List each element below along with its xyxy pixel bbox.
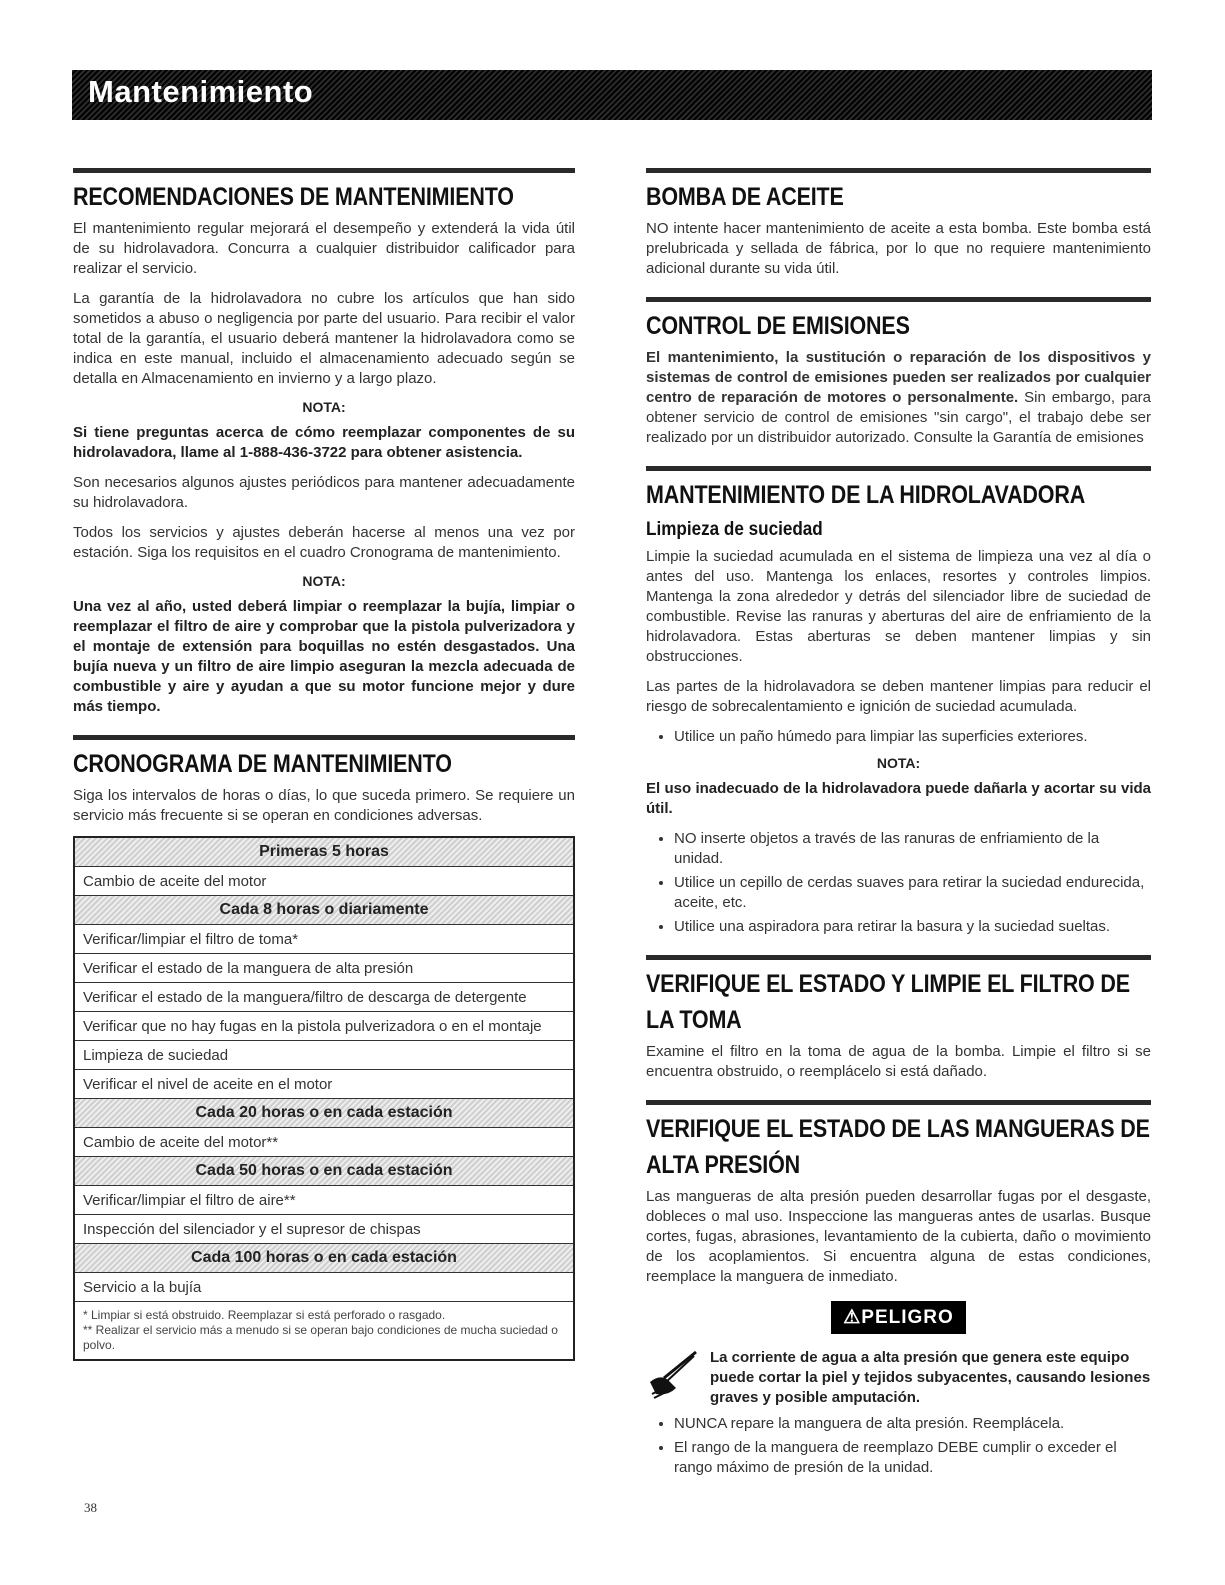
table-row xyxy=(74,983,574,1012)
table-row xyxy=(74,925,574,954)
danger-label: PELIGRO xyxy=(861,1307,954,1328)
maintenance-schedule-table xyxy=(73,836,575,1361)
schedule-task: Cambio de aceite del motor** xyxy=(74,1128,574,1157)
water-jet-injury-icon xyxy=(646,1348,700,1402)
schedule-task: Verificar/limpiar el filtro de toma* xyxy=(74,925,574,954)
section-recomendaciones xyxy=(73,168,575,717)
list-item: • NO inserte objetos a través de las ranuras de enfriamiento de la unidad. xyxy=(674,829,1151,869)
section-bomba xyxy=(646,168,1151,279)
table-footnote-row xyxy=(74,1302,574,1361)
schedule-interval-row xyxy=(74,1157,574,1186)
note-label: NOTA: xyxy=(876,755,921,771)
paragraph: Las mangueras de alta presión pueden desarrollar fugas por el desgaste, dobleces o mal uso. Inspeccione las mangueras antes de usarlas. Busque cortes, fugas, abrasiones, levantamiento de la cubierta, daño o movimiento de los acoplamientos. Si encuentra alguna de estas condiciones, reemplace la manguera de inmediato. xyxy=(646,1188,1151,1285)
list-item: • Utilice una aspiradora para retirar la basura y la suciedad sueltas. xyxy=(674,917,1151,937)
table-row xyxy=(74,1070,574,1099)
schedule-interval-row xyxy=(74,896,574,925)
schedule-task: Verificar el estado de la manguera/filtro de descarga de detergente xyxy=(74,983,574,1012)
note-label: NOTA: xyxy=(302,573,346,589)
table-row xyxy=(74,1012,574,1041)
warning-wrap xyxy=(646,1297,1151,1344)
paragraph xyxy=(646,348,1151,448)
section-title: RECOMENDACIONES DE MANTENIMIENTO xyxy=(73,183,514,211)
paragraph: NO intente hacer mantenimiento de aceite a esta bomba. Este bomba está prelubricada y sellada de fábrica, por lo que no requiere mantenimiento adicional durante su vida útil. xyxy=(646,220,1151,277)
schedule-task: Verificar que no hay fugas en la pistola pulverizadora o en el montaje xyxy=(74,1012,574,1041)
hazard-text: La corriente de agua a alta presión que genera este equipo puede cortar la piel y tejidos subyacentes, causando lesiones graves y posible amputación. xyxy=(710,1349,1151,1406)
bold-text: El mantenimiento, la sustitución o reparación de los dispositivos y sistemas de control de emisiones pueden ser realizados por cualquier centro de reparación de motores o personalmente. xyxy=(646,349,1151,406)
list-item: • NUNCA repare la manguera de alta presión. Reemplácela. xyxy=(674,1414,1151,1434)
section-title: BOMBA DE ACEITE xyxy=(646,183,844,211)
footnote: * Limpiar si está obstruido. Reemplazar si está perforado o rasgado. xyxy=(83,1308,446,1322)
paragraph: Todos los servicios y ajustes deberán hacerse al menos una vez por estación. Siga los requisitos en el cuadro Cronograma de mantenimiento. xyxy=(73,524,575,561)
paragraph: Examine el filtro en la toma de agua de la bomba. Limpie el filtro si se encuentra obstruido, o reemplácelo si está dañado. xyxy=(646,1043,1151,1080)
note-label: NOTA: xyxy=(302,399,346,415)
list-item: • Utilice un paño húmedo para limpiar las superficies exteriores. xyxy=(674,727,1151,747)
paragraph: Son necesarios algunos ajustes periódicos para mantener adecuadamente su hidrolavadora. xyxy=(73,474,575,511)
right-column xyxy=(646,168,1151,1496)
paragraph: Siga los intervalos de horas o días, lo que suceda primero. Se requiere un servicio más frecuente si se operan en condiciones adversas. xyxy=(73,787,575,824)
section-title: VERIFIQUE EL ESTADO Y LIMPIE EL FILTRO DE LA TOMA xyxy=(646,970,1130,1034)
table-row xyxy=(74,1273,574,1302)
schedule-interval-header: Cada 20 horas o en cada estación xyxy=(74,1099,574,1128)
schedule-task: Servicio a la bujía xyxy=(74,1273,574,1302)
subsection-title: Limpieza de suciedad xyxy=(646,519,823,540)
section-title: CONTROL DE EMISIONES xyxy=(646,312,910,340)
schedule-task: Cambio de aceite del motor xyxy=(74,867,574,896)
table-row xyxy=(74,1041,574,1070)
section-title: MANTENIMIENTO DE LA HIDROLAVADORA xyxy=(646,481,1086,509)
bullet-list xyxy=(646,727,1151,747)
table-row xyxy=(74,1128,574,1157)
schedule-task: Limpieza de suciedad xyxy=(74,1041,574,1070)
schedule-interval-header: Cada 8 horas o diariamente xyxy=(74,896,574,925)
schedule-task: Verificar/limpiar el filtro de aire** xyxy=(74,1186,574,1215)
table-footnotes xyxy=(74,1302,574,1361)
banner-title: Mantenimiento xyxy=(88,74,314,109)
schedule-interval-row xyxy=(74,1099,574,1128)
schedule-task: Verificar el nivel de aceite en el motor xyxy=(74,1070,574,1099)
section-emisiones xyxy=(646,297,1151,448)
schedule-interval-header: Primeras 5 horas xyxy=(74,837,574,867)
paragraph: La garantía de la hidrolavadora no cubre los artículos que han sido sometidos a abuso o negligencia por parte del usuario. Para recibir el valor total de la garantía, el usuario deberá mantener la hidrolavadora como se indica en este manual, incluido el almacenamiento adecuado según se detalla en Almacenamiento en invierno y a largo plazo. xyxy=(73,290,575,387)
note-text: Si tiene preguntas acerca de cómo reemplazar componentes de su hidrolavadora, llame al 1-888-436-3722 para obtener asistencia. xyxy=(73,424,575,461)
schedule-task: Inspección del silenciador y el supresor de chispas xyxy=(74,1215,574,1244)
schedule-interval-header: Cada 100 horas o en cada estación xyxy=(74,1244,574,1273)
section-cronograma xyxy=(73,735,575,1361)
paragraph: El mantenimiento regular mejorará el desempeño y extenderá la vida útil de su hidrolavadora. Concurra a cualquier distribuidor calificador para realizar el servicio. xyxy=(73,220,575,277)
footnote: ** Realizar el servicio más a menudo si se operan bajo condiciones de mucha suciedad o polvo. xyxy=(83,1323,558,1352)
paragraph: Las partes de la hidrolavadora se deben mantener limpias para reducir el riesgo de sobrecalentamiento e ignición de suciedad acumulada. xyxy=(646,678,1151,715)
schedule-task: Verificar el estado de la manguera de alta presión xyxy=(74,954,574,983)
bullet-list xyxy=(646,1414,1151,1478)
section-title: VERIFIQUE EL ESTADO DE LAS MANGUERAS DE ALTA PRESIÓN xyxy=(646,1115,1150,1179)
text: Sin embargo, para obtener servicio de control de emisiones "sin cargo", el trabajo debe ser realizado por un distribuidor autorizado. Consulte la Garantía de emisiones xyxy=(646,389,1151,446)
danger-badge: ⚠PELIGRO xyxy=(831,1301,966,1334)
section-filtro xyxy=(646,955,1151,1082)
page-number: 38 xyxy=(84,1500,97,1515)
paragraph: Limpie la suciedad acumulada en el sistema de limpieza una vez al día o antes del uso. Mantenga los enlaces, resortes y controles limpios. Mantenga la zona alrededor y detrás del silenciador libre de suciedad de combustible. Revise las ranuras y aberturas del aire de enfriamiento de la hidrolavadora. Estas aberturas se deben mantener limpias y sin obstrucciones. xyxy=(646,548,1151,665)
schedule-interval-row xyxy=(74,1244,574,1273)
schedule-interval-row xyxy=(74,837,574,867)
section-mangueras xyxy=(646,1100,1151,1478)
table-row xyxy=(74,1215,574,1244)
hazard-block xyxy=(646,1348,1151,1408)
table-row xyxy=(74,954,574,983)
list-item: • Utilice un cepillo de cerdas suaves para retirar la suciedad endurecida, aceite, etc. xyxy=(674,873,1151,913)
bullet-list xyxy=(646,829,1151,937)
note-text: Una vez al año, usted deberá limpiar o reemplazar la bujía, limpiar o reemplazar el filtro de aire y comprobar que la pistola pulverizadora y el montaje de extensión para boquillas no estén desgastados. Una bujía nueva y un filtro de aire limpio aseguran la mezcla adecuada de combustible y aire y ayudan a que su motor funcione mejor y dure más tiempo. xyxy=(73,598,575,715)
list-item: • El rango de la manguera de reemplazo DEBE cumplir o exceder el rango máximo de presión de la unidad. xyxy=(674,1438,1151,1478)
schedule-interval-header: Cada 50 horas o en cada estación xyxy=(74,1157,574,1186)
section-title: CRONOGRAMA DE MANTENIMIENTO xyxy=(73,750,452,778)
table-row xyxy=(74,867,574,896)
table-row xyxy=(74,1186,574,1215)
note-text: El uso inadecuado de la hidrolavadora puede dañarla y acortar su vida útil. xyxy=(646,780,1151,817)
section-banner xyxy=(72,70,1152,120)
left-column xyxy=(73,168,575,1379)
section-mantenimiento-hidrolavadora xyxy=(646,466,1151,937)
